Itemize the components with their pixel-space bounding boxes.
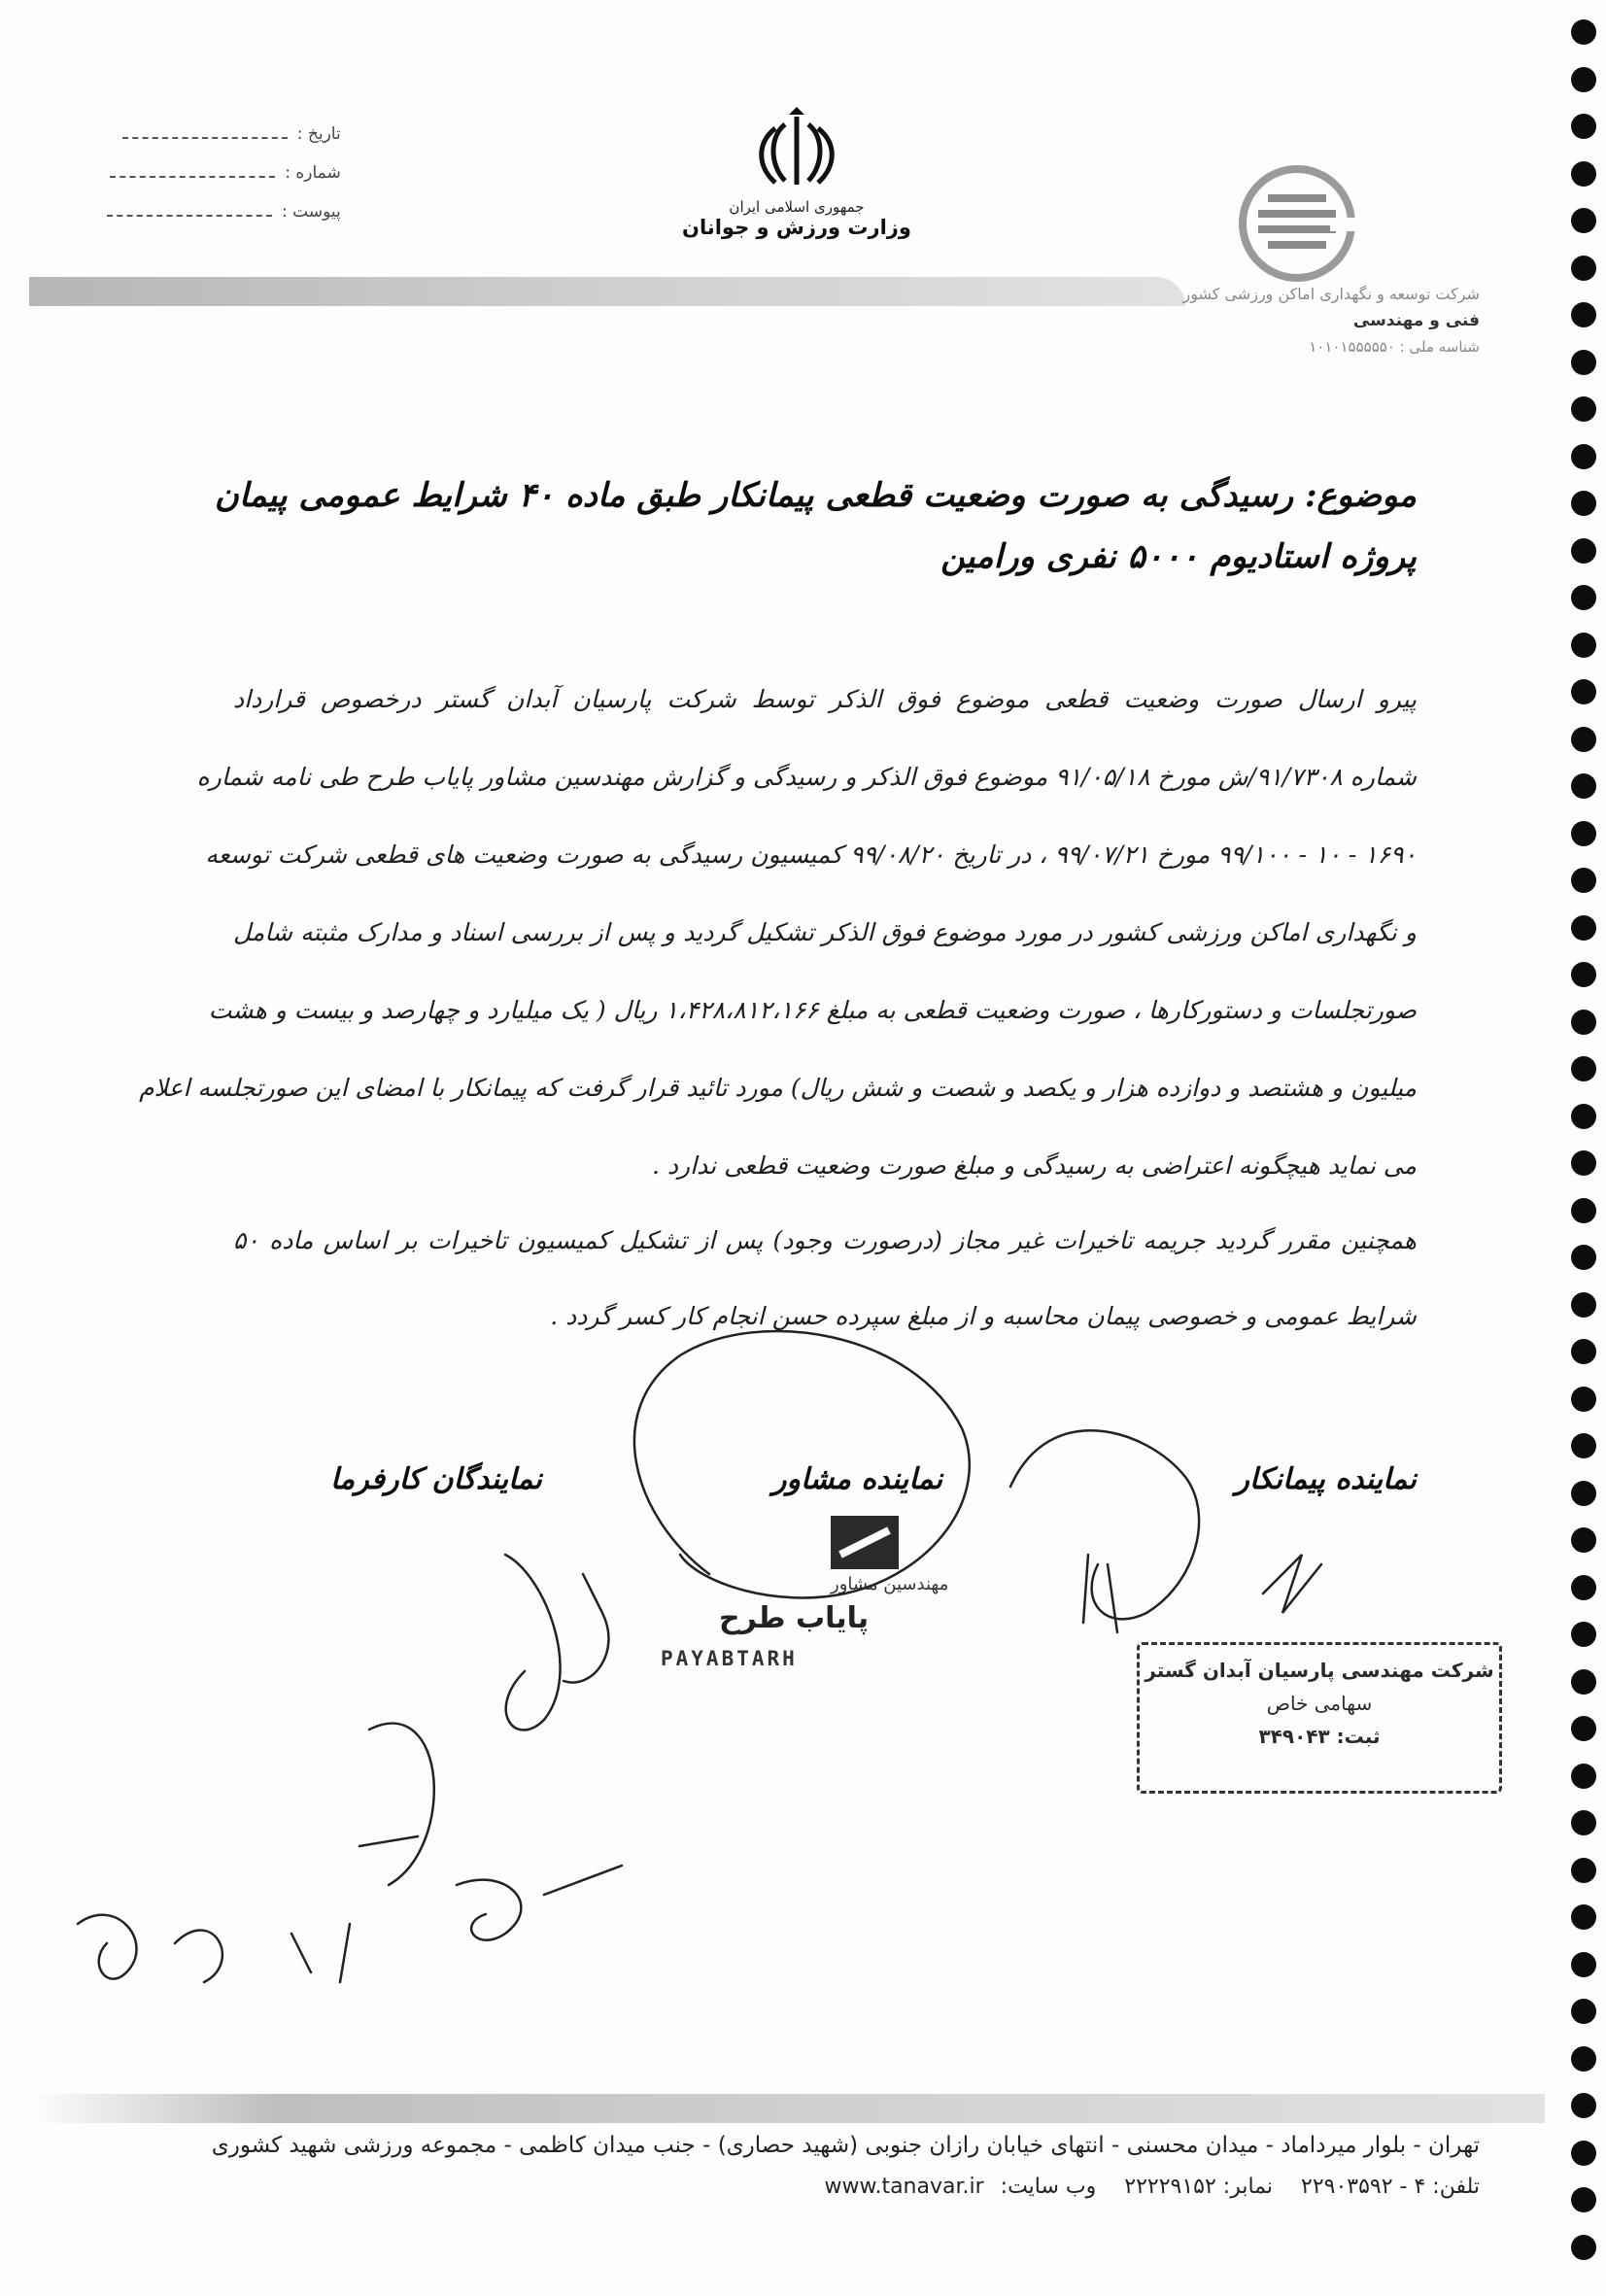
company-info — [1183, 285, 1480, 356]
footer-address: تهران - بلوار میرداماد - میدان محسنی - انتهای خیابان رازان جنوبی (شهید حصاری) - جنب میدان کاظمی - مجموعه ورزشی شهید کشوری — [211, 2133, 1480, 2158]
consultant-rep-title: نماینده مشاور — [772, 1462, 943, 1496]
binding-hole — [1571, 161, 1596, 187]
body-line-5: صورتجلسات و دستورکارها ، صورت وضعیت قطعی به مبلغ ۱،۴۲۸،۸۱۲،۱۶۶ ریال ( یک میلیارد و چهارصد و بیست و هشت — [208, 996, 1417, 1024]
binding-hole — [1571, 585, 1596, 610]
binding-hole — [1571, 2093, 1596, 2118]
attachment-row — [107, 202, 341, 222]
footer-band-fade — [29, 2094, 282, 2123]
binding-hole — [1571, 19, 1596, 45]
contractor-signature — [1010, 1430, 1321, 1632]
binding-hole — [1571, 962, 1596, 987]
emblem-block — [680, 107, 913, 239]
binding-hole — [1571, 868, 1596, 893]
contractor-stamp-line1: شرکت مهندسی پارسیان آبدان گستر — [1145, 1659, 1494, 1682]
consultant-signature-loop — [634, 1331, 970, 1597]
binding-hole — [1571, 350, 1596, 375]
binding-hole — [1571, 208, 1596, 233]
binding-hole — [1571, 679, 1596, 704]
date-row — [107, 124, 341, 144]
date-label: تاریخ : — [296, 124, 341, 144]
consultant-stamp-fa1: مهندسین مشاور — [831, 1574, 949, 1594]
binding-hole — [1571, 491, 1596, 516]
emblem-line2: وزارت ورزش و جوانان — [682, 216, 911, 239]
binding-hole — [1571, 633, 1596, 658]
footer-contacts — [824, 2175, 1480, 2199]
number-label: شماره : — [285, 163, 341, 183]
binding-hole — [1571, 2235, 1596, 2260]
binding-hole — [1571, 256, 1596, 281]
employer-signature-4 — [457, 1866, 622, 1940]
employer-signature-1 — [505, 1555, 608, 1730]
employer-signature-3 — [78, 1915, 350, 1982]
binding-hole — [1571, 396, 1596, 422]
binding-hole — [1571, 1198, 1596, 1223]
company-name: شرکت توسعه و نگهداری اماکن ورزشی کشور — [1182, 285, 1480, 303]
company-national-id: شناسه ملی : ۱۰۱۰۱۵۵۵۵۵۰ — [1309, 338, 1480, 356]
binding-hole — [1571, 444, 1596, 469]
header-meta — [107, 124, 341, 222]
company-dept: فنی و مهندسی — [1352, 311, 1480, 330]
footer-website-label: وب سایت: — [1000, 2175, 1097, 2199]
company-logo-icon — [1229, 165, 1365, 282]
employer-signature-2 — [359, 1724, 434, 1885]
body-line-8: همچنین مقرر گردید جریمه تاخیرات غیر مجاز (درصورت وجود) پس از تشکیل کمیسیون تاخیرات بر اساس ماده ۵۰ — [233, 1226, 1417, 1254]
binding-hole — [1571, 727, 1596, 752]
binding-hole — [1571, 821, 1596, 846]
employer-reps-title: نمایندگان کارفرما — [330, 1462, 542, 1496]
attachment-label: پیوست : — [282, 202, 341, 222]
number-row — [107, 163, 341, 183]
footer-fax: نمابر: ۲۲۲۲۹۱۵۲ — [1124, 2175, 1274, 2199]
body-line-6: میلیون و هشتصد و دوازده هزار و یکصد و شصت و شش ریال) مورد تائید قرار گرفت که پیمانکار با امضای این صورتجلسه اعلام — [139, 1074, 1417, 1102]
date-dots — [122, 137, 288, 139]
contractor-rep-title: نماینده پیمانکار — [1235, 1462, 1417, 1496]
body-line-2: شماره ۹۱/۷۳۰۸/ش مورخ ۹۱/۰۵/۱۸ موضوع فوق الذکر و رسیدگی و گزارش مهندسین مشاور پایاب طرح طی نامه شماره — [196, 763, 1417, 791]
binding-hole — [1571, 1104, 1596, 1129]
footer-website[interactable]: www.tanavar.ir — [824, 2175, 984, 2199]
binding-hole — [1571, 2187, 1596, 2212]
contractor-stamp-line2: سهامی خاص — [1266, 1692, 1373, 1715]
consultant-stamp-latin: PAYABTARH — [661, 1647, 798, 1670]
binding-hole — [1571, 114, 1596, 139]
iran-emblem-icon — [680, 107, 913, 194]
binding-hole — [1571, 67, 1596, 92]
binding-hole — [1571, 773, 1596, 799]
contractor-stamp-line3: ثبت: ۳۴۹۰۴۳ — [1258, 1725, 1381, 1748]
binding-hole — [1571, 1010, 1596, 1035]
company-logo — [1229, 165, 1365, 282]
attachment-dots — [107, 215, 272, 217]
header-band — [29, 277, 1185, 306]
body-line-3: ۱۶۹۰ - ۱۰ - ۹۹/۱۰۰ مورخ ۹۹/۰۷/۲۱ ، در تاریخ ۹۹/۰۸/۲۰ کمیسیون رسیدگی به صورت وضعیت های قطعی شرکت توسعه — [205, 840, 1417, 869]
body-line-7: می نماید هیچگونه اعتراضی به رسیدگی و مبلغ صورت وضعیت قطعی ندارد . — [652, 1151, 1417, 1180]
binding-hole — [1571, 1150, 1596, 1176]
body-line-1: پیرو ارسال صورت وضعیت قطعی موضوع فوق الذکر توسط شرکت پارسیان آبدان گستر درخصوص قرارداد — [233, 685, 1417, 713]
body-line-9: شرایط عمومی و خصوصی پیمان محاسبه و از مبلغ سپرده حسن انجام کار کسر گردد . — [550, 1302, 1417, 1330]
binding-hole — [1571, 302, 1596, 327]
subject-line2: پروژه استادیوم ۵۰۰۰ نفری ورامین — [940, 537, 1417, 576]
binding-hole — [1571, 538, 1596, 564]
emblem-line1: جمهوری اسلامی ایران — [729, 198, 865, 216]
binding-hole — [1571, 915, 1596, 941]
handwritten-signatures — [0, 1263, 1606, 2089]
footer-phone: تلفن: ۴ - ۲۲۹۰۳۵۹۲ — [1301, 2175, 1480, 2199]
consultant-stamp-fa2: پایاب طرح — [719, 1601, 870, 1635]
body-line-4: و نگهداری اماکن ورزشی کشور در مورد موضوع فوق الذکر تشکیل گردید و پس از بررسی اسناد و مدارک مثبته شامل — [233, 918, 1417, 946]
binding-hole — [1571, 1056, 1596, 1081]
number-dots — [110, 176, 275, 178]
binding-hole — [1571, 2141, 1596, 2166]
subject-line1: موضوع: رسیدگی به صورت وضعیت قطعی پیمانکار طبق ماده ۴۰ شرایط عمومی پیمان — [214, 476, 1417, 515]
